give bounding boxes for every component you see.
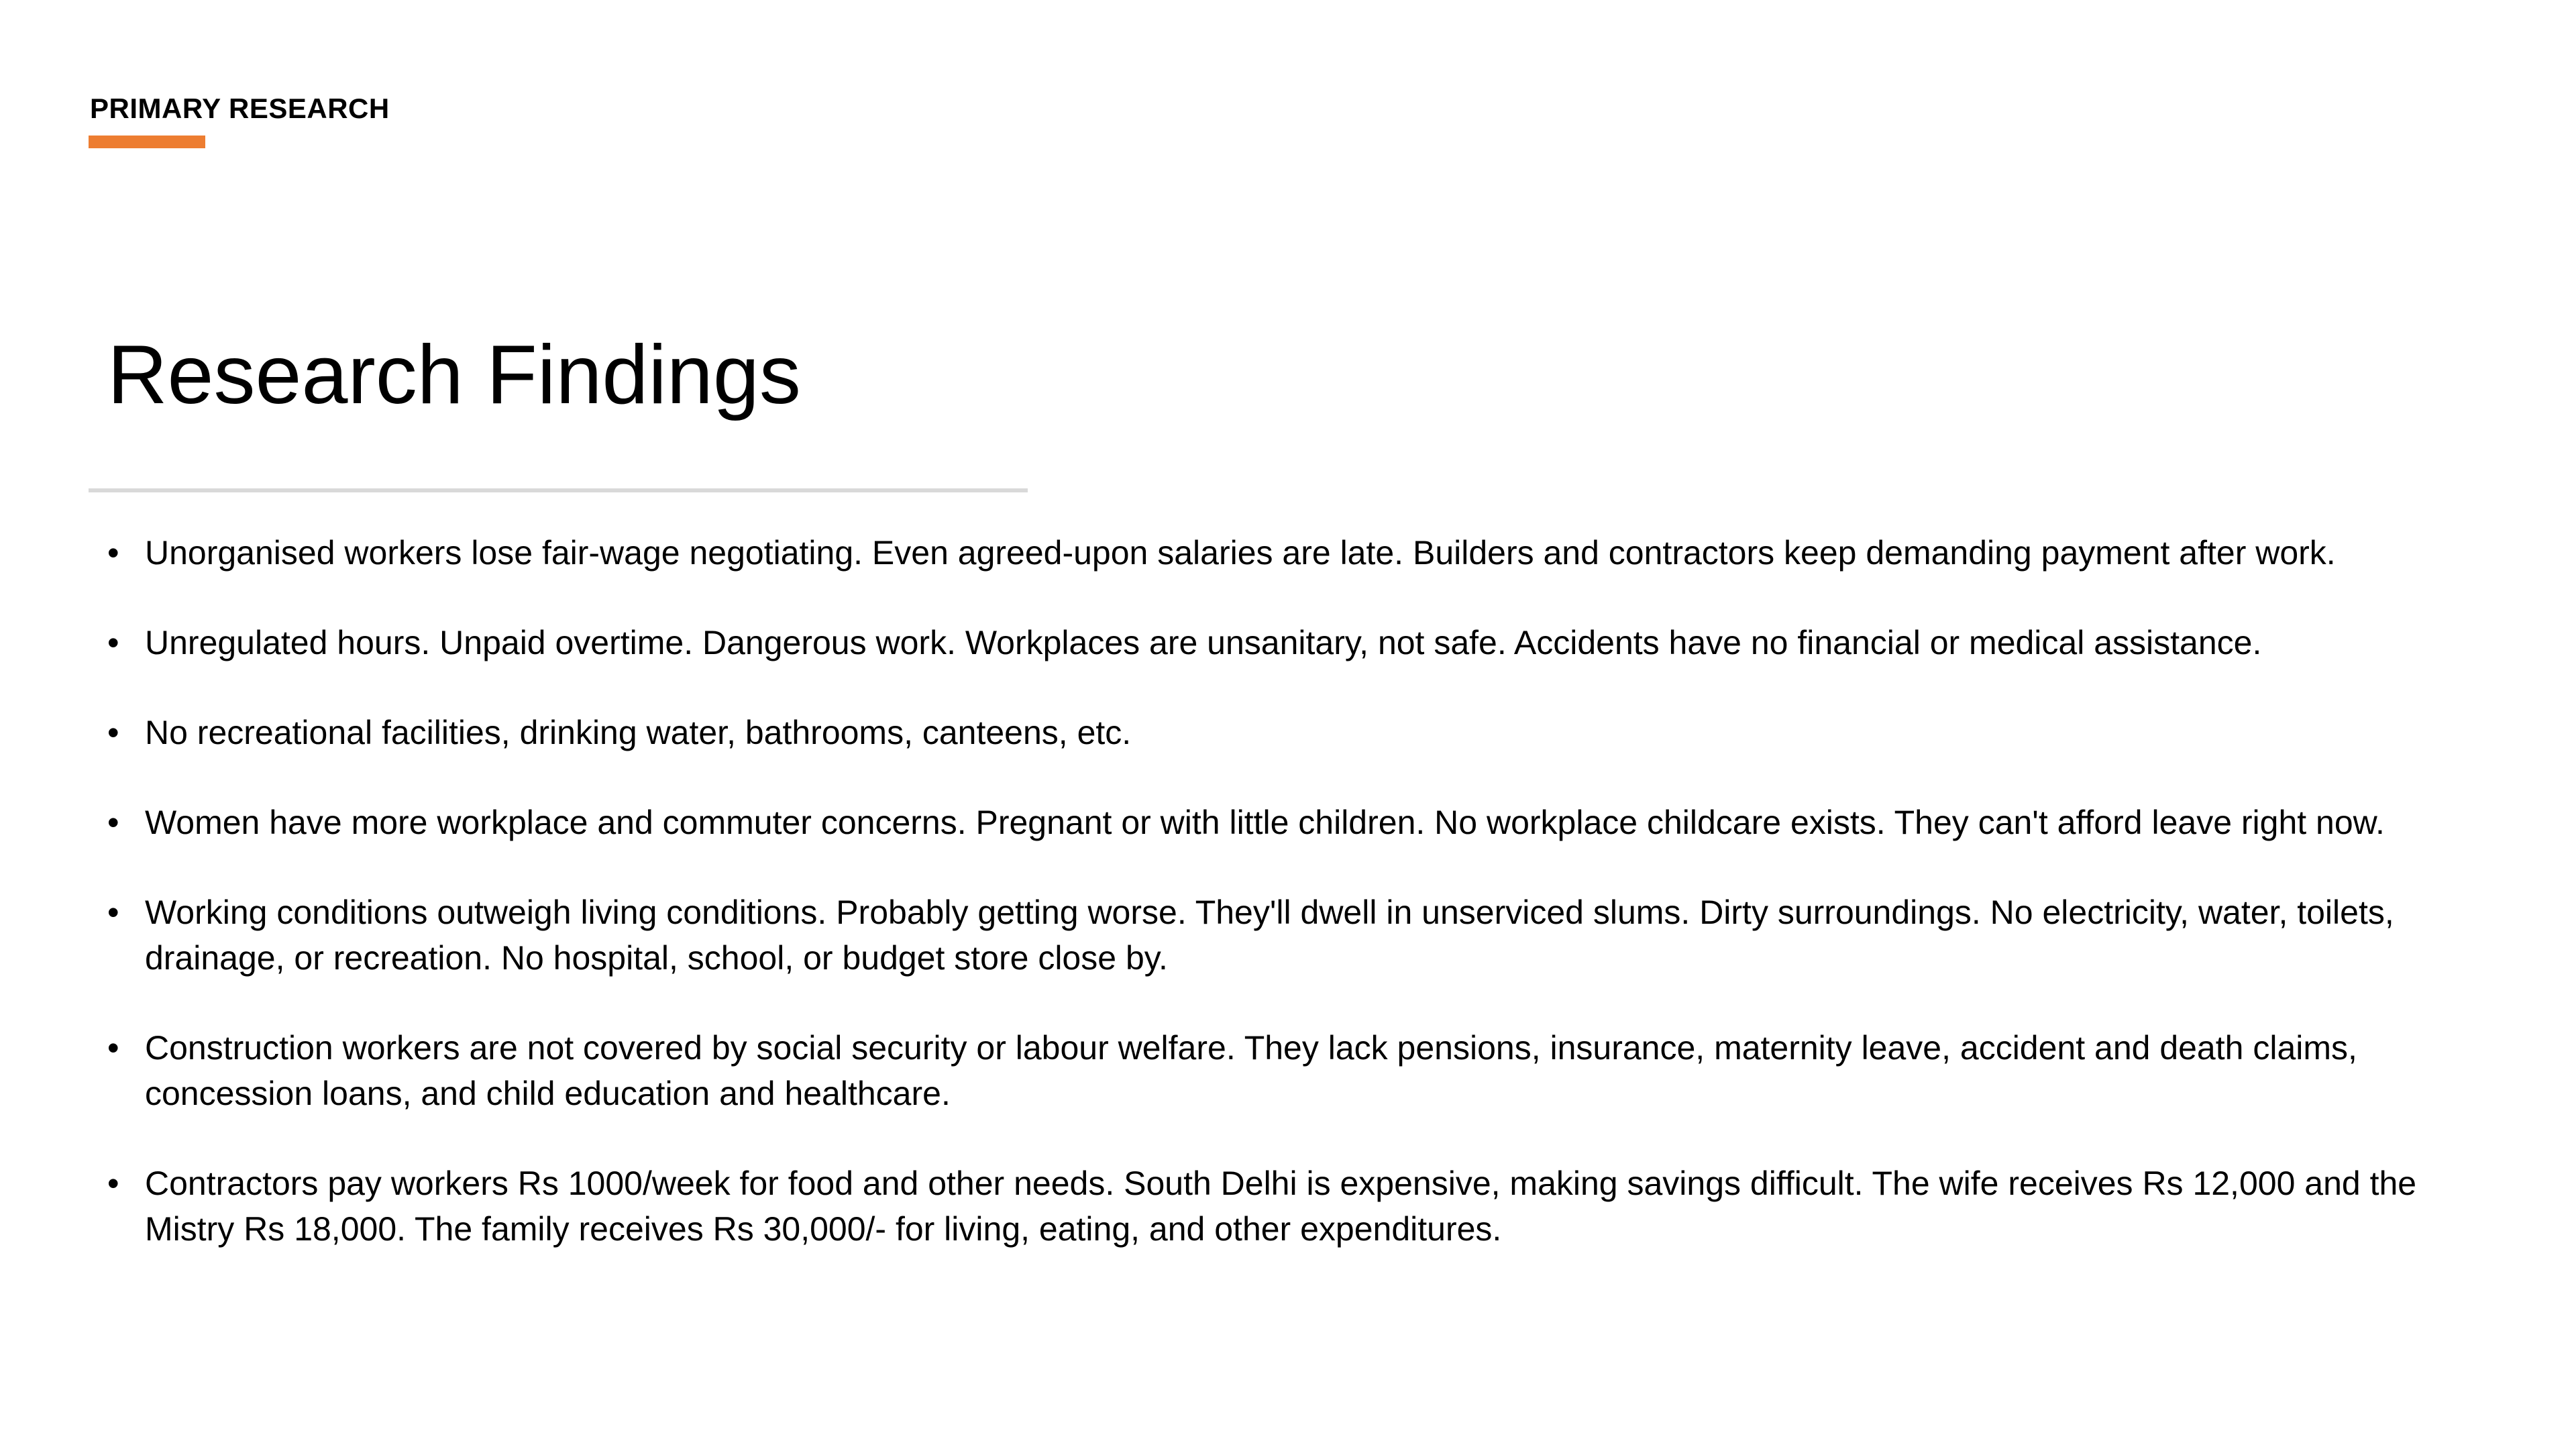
bullet-icon: •	[107, 1165, 119, 1202]
finding-text: Working conditions outweigh living conditions. Probably getting worse. They'll dwell in unserviced slums. Dirty surroundings. No electricity, water, toilets, drainage, or recreation. No hospital, school, or budget store close by.	[145, 894, 2394, 977]
finding-item	[107, 530, 2496, 576]
finding-item	[107, 710, 2496, 755]
finding-text: Unorganised workers lose fair-wage negotiating. Even agreed-upon salaries are late. Builders and contractors keep demanding payment after work.	[145, 534, 2336, 572]
finding-text: Contractors pay workers Rs 1000/week for food and other needs. South Delhi is expensive, making savings difficult. The wife receives Rs 12,000 and the Mistry Rs 18,000. The family receives Rs 30,000/- for living, eating, and other expenditures.	[145, 1165, 2417, 1248]
bullet-icon: •	[107, 534, 119, 572]
finding-item	[107, 890, 2496, 981]
bullet-icon: •	[107, 1029, 119, 1067]
finding-item	[107, 1161, 2496, 1252]
finding-item	[107, 1025, 2496, 1116]
finding-item	[107, 620, 2496, 665]
title-divider	[89, 488, 1028, 492]
finding-text: Women have more workplace and commuter concerns. Pregnant or with little children. No workplace childcare exists. They can't afford leave right now.	[145, 804, 2385, 841]
findings-list	[107, 530, 2496, 1296]
section-label: PRIMARY RESEARCH	[90, 93, 390, 124]
finding-item	[107, 800, 2496, 845]
bullet-icon: •	[107, 624, 119, 661]
finding-text: Unregulated hours. Unpaid overtime. Dangerous work. Workplaces are unsanitary, not safe. Accidents have no financial or medical assistance.	[145, 624, 2262, 661]
finding-text: Construction workers are not covered by social security or labour welfare. They lack pensions, insurance, maternity leave, accident and death claims, concession loans, and child education and healthcare.	[145, 1029, 2357, 1112]
bullet-icon: •	[107, 714, 119, 751]
slide-title: Research Findings	[107, 329, 801, 421]
bullet-icon: •	[107, 804, 119, 841]
finding-text: No recreational facilities, drinking water, bathrooms, canteens, etc.	[145, 714, 1132, 751]
bullet-icon: •	[107, 894, 119, 931]
section-accent-bar	[89, 136, 205, 148]
